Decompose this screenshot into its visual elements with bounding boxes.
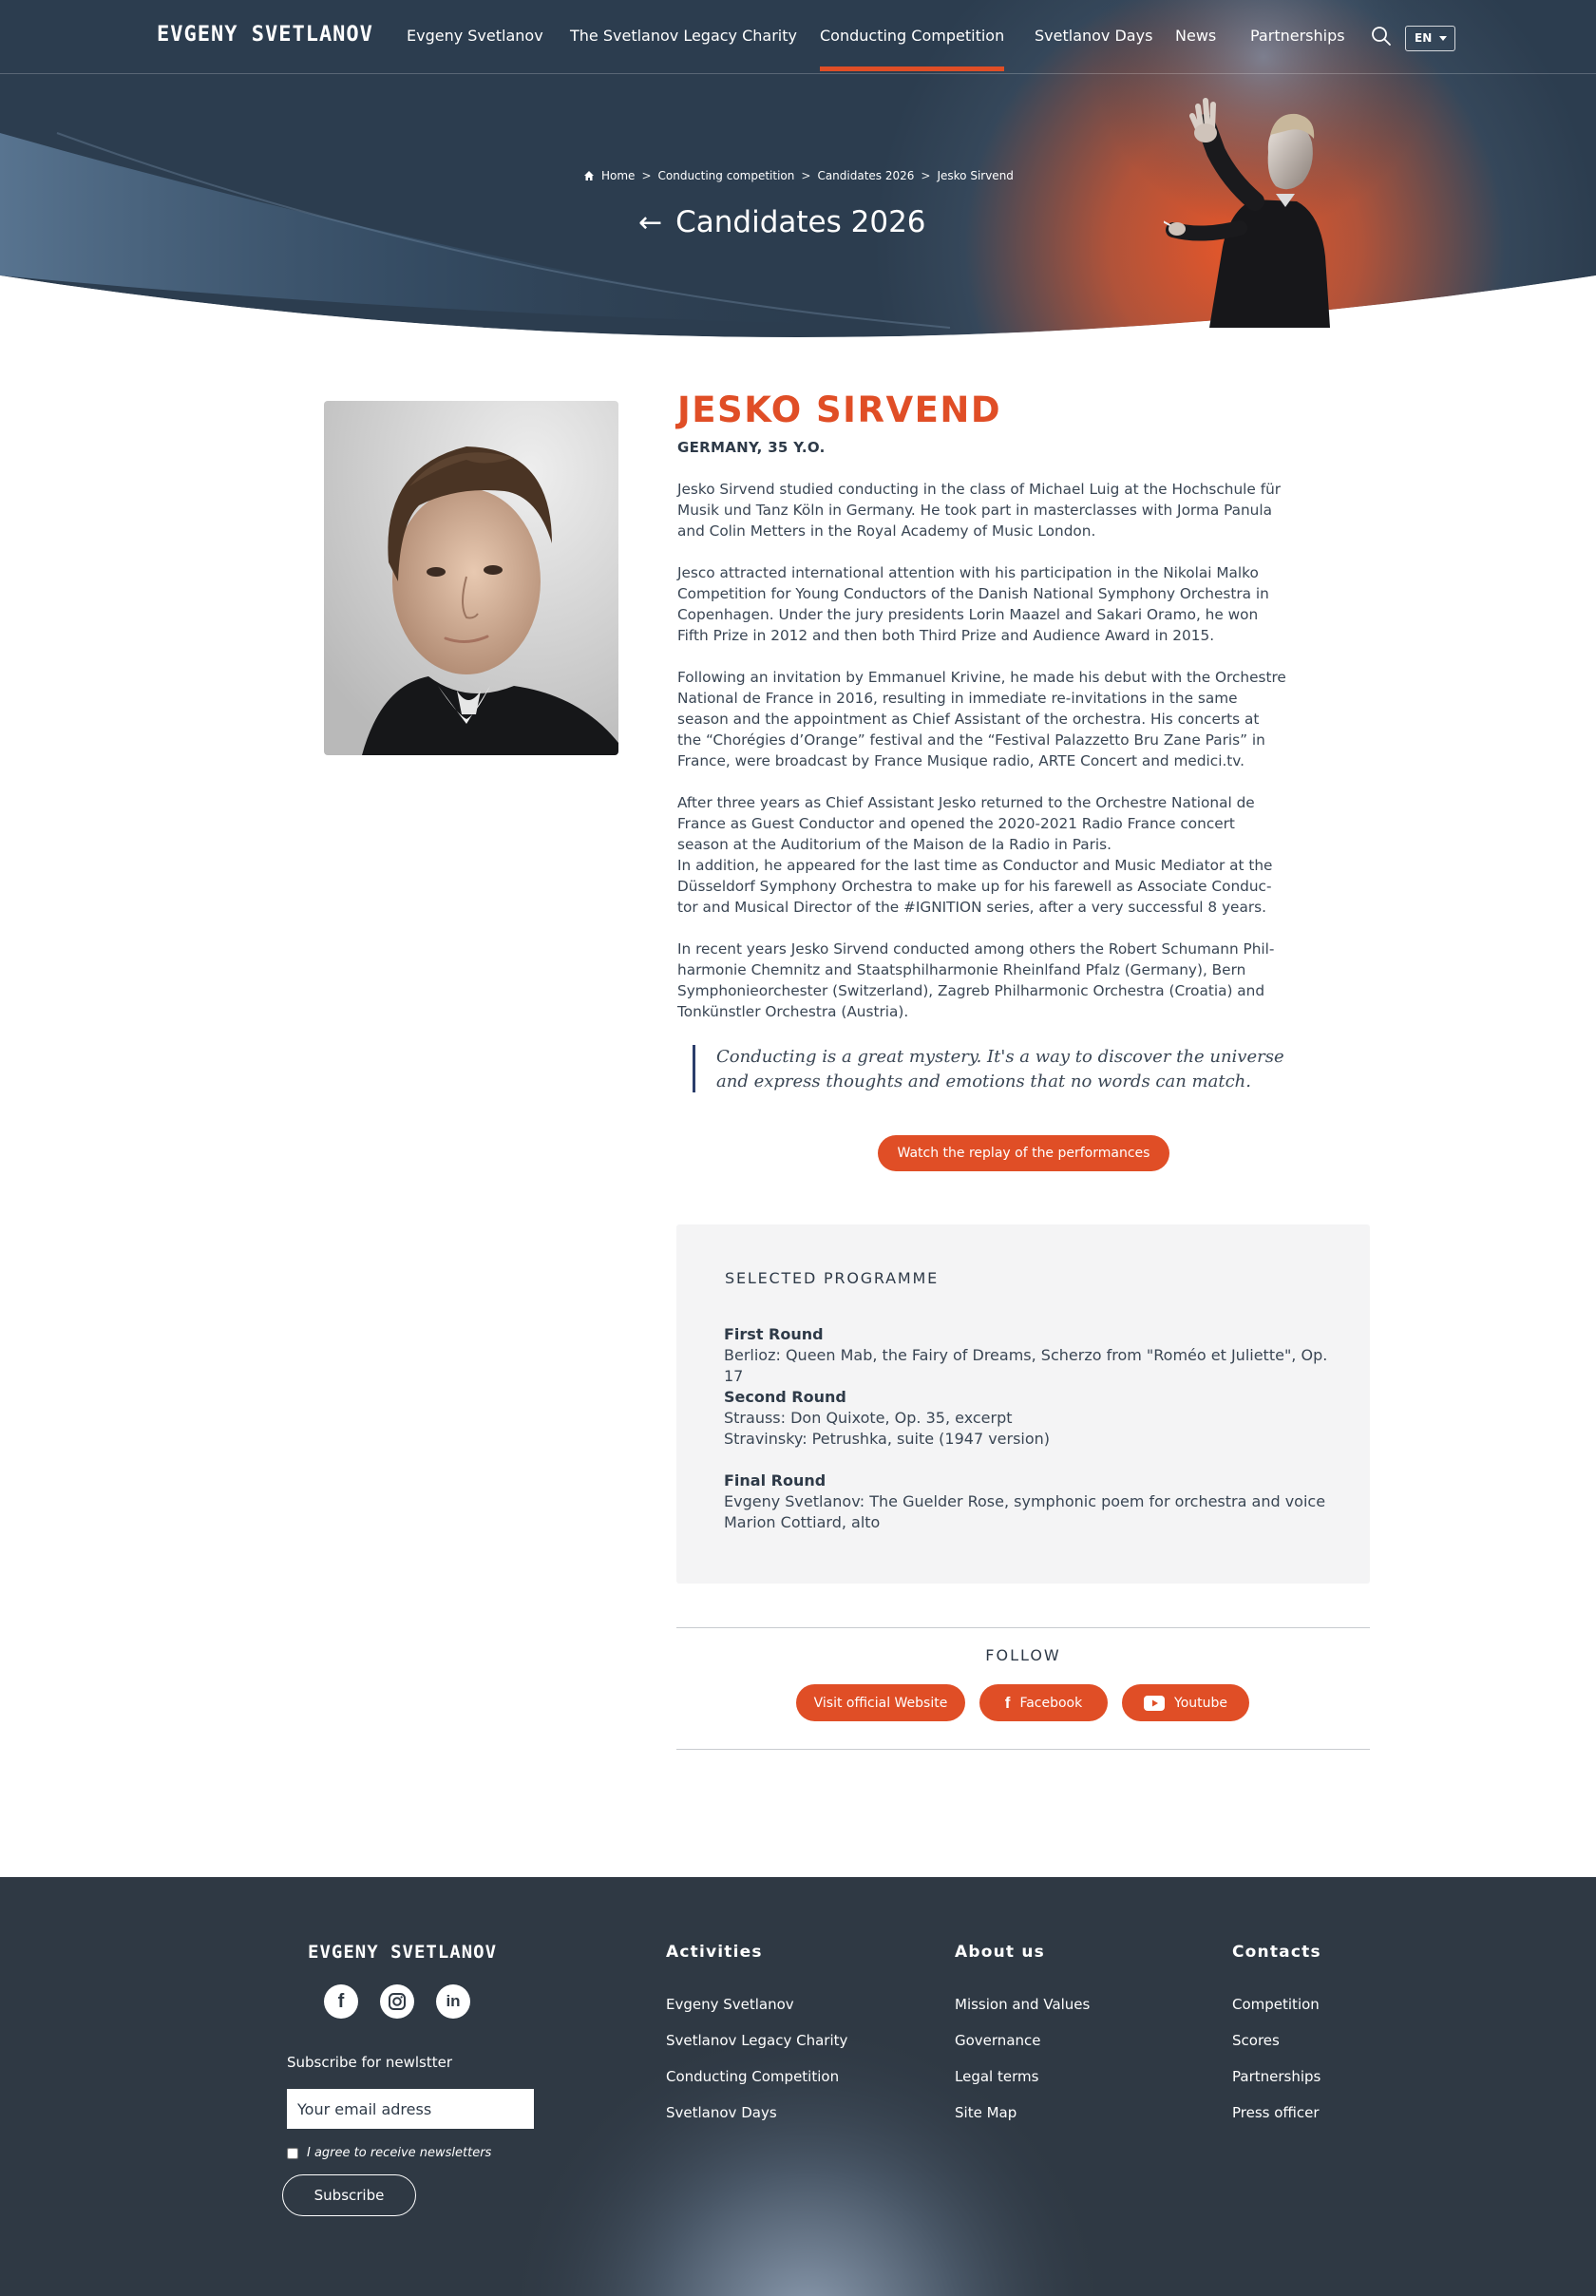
- round-name: Second Round: [724, 1388, 846, 1406]
- candidate-quote: Conducting is a great mystery. It's a way to discover the universe and express thoughts and emotions that no words can match.: [693, 1045, 1301, 1092]
- footer-link[interactable]: Conducting Competition: [666, 2068, 840, 2085]
- footer-background-glow: [0, 1877, 1596, 2296]
- language-selector[interactable]: [1405, 26, 1455, 51]
- subscribe-label: Subscribe for newlstter: [287, 2054, 453, 2071]
- candidate-portrait: [324, 401, 618, 755]
- facebook-label: Facebook: [1019, 1695, 1083, 1711]
- breadcrumb-conducting-competition[interactable]: Conducting competition: [657, 169, 795, 182]
- watch-replay-button[interactable]: Watch the replay of the performances: [878, 1135, 1169, 1171]
- round-name: First Round: [724, 1325, 824, 1343]
- breadcrumb-home[interactable]: Home: [601, 169, 636, 182]
- back-arrow-icon[interactable]: ←: [638, 205, 663, 239]
- footer-link[interactable]: Competition: [1232, 1996, 1320, 2013]
- candidate-origin: GERMANY, 35 Y.O.: [677, 439, 826, 456]
- bio-paragraph: After three years as Chief Assistant Jesko returned to the Orchestre National de France as Guest Conductor and opened the 2020-2021 Radio France concert season at the Auditorium of the Maison de la Radio in Paris. In addition, he appeared for the last time as Conductor and Music Mediator at the Düsseldorf Symphony Orchestra to make up for his farewell as Associate Conduc- tor and Musical Director of the #IGNITION series, after a very successful 8 years.: [677, 794, 1273, 916]
- breadcrumb-separator: >: [641, 169, 652, 182]
- footer-instagram-icon[interactable]: [380, 1984, 414, 2019]
- footer-link[interactable]: Evgeny Svetlanov: [666, 1996, 794, 2013]
- site-logo[interactable]: EVGENY SVETLANOV: [157, 23, 373, 47]
- youtube-button[interactable]: [1122, 1684, 1249, 1721]
- bio-paragraph: Following an invitation by Emmanuel Krivine, he made his debut with the Orchestre National de France in 2016, resulting in immediate re-invitations in the same season and the appointment as Chief Assistant of the orchestra. His concerts at the “Chorégies d’Orange” festival and the “Festival Palazzetto Bru Zane Paris” in France, were broadcast by France Musique radio, ARTE Concert and medici.tv.: [677, 669, 1286, 769]
- nav-svetlanov-days[interactable]: Svetlanov Days: [1035, 27, 1153, 45]
- breadcrumb: [583, 169, 1014, 182]
- footer-linkedin-icon[interactable]: in: [436, 1984, 470, 2019]
- round-name: Final Round: [724, 1471, 826, 1490]
- main-nav: [0, 0, 1596, 74]
- round-piece: Marion Cottiard, alto: [724, 1513, 881, 1531]
- home-icon[interactable]: [583, 170, 595, 181]
- round-piece: Strauss: Don Quixote, Op. 35, excerpt: [724, 1409, 1013, 1427]
- breadcrumb-separator: >: [921, 169, 931, 182]
- facebook-button[interactable]: [979, 1684, 1108, 1721]
- footer-logo[interactable]: EVGENY SVETLANOV: [308, 1942, 498, 1963]
- conductor-photo: [1164, 95, 1354, 328]
- nav-partnerships[interactable]: Partnerships: [1250, 27, 1345, 45]
- footer-contacts-title: Contacts: [1232, 1943, 1321, 1962]
- newsletter-consent-label: I agree to receive newsletters: [307, 2146, 492, 2160]
- facebook-icon: f: [1004, 1693, 1011, 1712]
- bio-paragraph: Jesco attracted international attention with his participation in the Nikolai Malko Competition for Young Conductors of the Danish National Symphony Orchestra in Copenhagen. Under the jury presidents Lorin Maazel and Sakari Oramo, he won Fifth Prize in 2012 and then both Third Prize and Audience Award in 2015.: [677, 564, 1269, 644]
- footer-link[interactable]: Partnerships: [1232, 2068, 1321, 2085]
- round-piece: Berlioz: Queen Mab, the Fairy of Dreams, Scherzo from "Roméo et Juliette", Op. 17: [724, 1346, 1328, 1385]
- follow-title: FOLLOW: [985, 1646, 1061, 1664]
- divider: [676, 1627, 1370, 1628]
- page-title: [638, 205, 926, 239]
- nav-conducting-competition[interactable]: Conducting Competition: [820, 27, 1005, 45]
- footer-link[interactable]: Site Map: [955, 2104, 1017, 2121]
- footer-link[interactable]: Legal terms: [955, 2068, 1039, 2085]
- site-footer: [0, 1877, 1596, 2296]
- page-title-text: Candidates 2026: [675, 205, 926, 239]
- footer-link[interactable]: Scores: [1232, 2032, 1280, 2049]
- candidate-name: JESKO SIRVEND: [677, 389, 1002, 430]
- newsletter-consent-checkbox[interactable]: [287, 2148, 298, 2159]
- round-first: [724, 1324, 1351, 1387]
- newsletter-email-input[interactable]: [287, 2089, 534, 2129]
- candidate-biography: [677, 479, 1314, 1043]
- visit-website-button[interactable]: [796, 1684, 965, 1721]
- youtube-label: Youtube: [1174, 1695, 1227, 1711]
- footer-link[interactable]: Svetlanov Legacy Charity: [666, 2032, 848, 2049]
- nav-legacy-charity[interactable]: The Svetlanov Legacy Charity: [570, 27, 797, 45]
- bio-paragraph: In recent years Jesko Sirvend conducted among others the Robert Schumann Phil- harmonie Chemnitz and Staatsphilharmonie Rheinlfand Pfalz (Germany), Bern Symphonieorchester (Switzerland), Zagreb Philharmonic Orchestra (Croatia) and Tonkünstler Orchestra (Austria).: [677, 940, 1275, 1020]
- footer-link[interactable]: Mission and Values: [955, 1996, 1091, 2013]
- hero-banner: [0, 0, 1596, 347]
- footer-link[interactable]: Press officer: [1232, 2104, 1320, 2121]
- round-second: [724, 1387, 1351, 1450]
- breadcrumb-separator: >: [801, 169, 811, 182]
- breadcrumb-candidates[interactable]: Candidates 2026: [817, 169, 915, 182]
- breadcrumb-current: Jesko Sirvend: [937, 169, 1014, 182]
- footer-about-title: About us: [955, 1943, 1045, 1962]
- bio-paragraph: Jesko Sirvend studied conducting in the class of Michael Luig at the Hochschule für Musik und Tanz Köln in Germany. He took part in masterclasses with Jorma Panula and Colin Metters in the Royal Academy of Music London.: [677, 481, 1282, 540]
- subscribe-button[interactable]: Subscribe: [282, 2174, 416, 2216]
- selected-programme-panel: [676, 1224, 1370, 1584]
- footer-link[interactable]: Svetlanov Days: [666, 2104, 777, 2121]
- round-final: [724, 1471, 1351, 1533]
- divider: [676, 1749, 1370, 1750]
- nav-news[interactable]: News: [1175, 27, 1217, 45]
- language-label: EN: [1415, 31, 1433, 45]
- round-piece: Evgeny Svetlanov: The Guelder Rose, symphonic poem for orchestra and voice: [724, 1492, 1326, 1510]
- programme-title: SELECTED PROGRAMME: [725, 1269, 940, 1287]
- footer-facebook-icon[interactable]: f: [324, 1984, 358, 2019]
- newsletter-consent[interactable]: [287, 2146, 491, 2160]
- round-piece: Stravinsky: Petrushka, suite (1947 version): [724, 1430, 1051, 1448]
- youtube-icon: [1144, 1696, 1165, 1711]
- visit-website-label: Visit official Website: [813, 1695, 948, 1711]
- caret-down-icon: [1439, 36, 1447, 41]
- search-icon[interactable]: [1371, 26, 1392, 47]
- footer-activities-title: Activities: [666, 1943, 763, 1962]
- nav-evgeny-svetlanov[interactable]: Evgeny Svetlanov: [407, 27, 543, 45]
- footer-link[interactable]: Governance: [955, 2032, 1041, 2049]
- top-navigation-bar: [0, 0, 1596, 74]
